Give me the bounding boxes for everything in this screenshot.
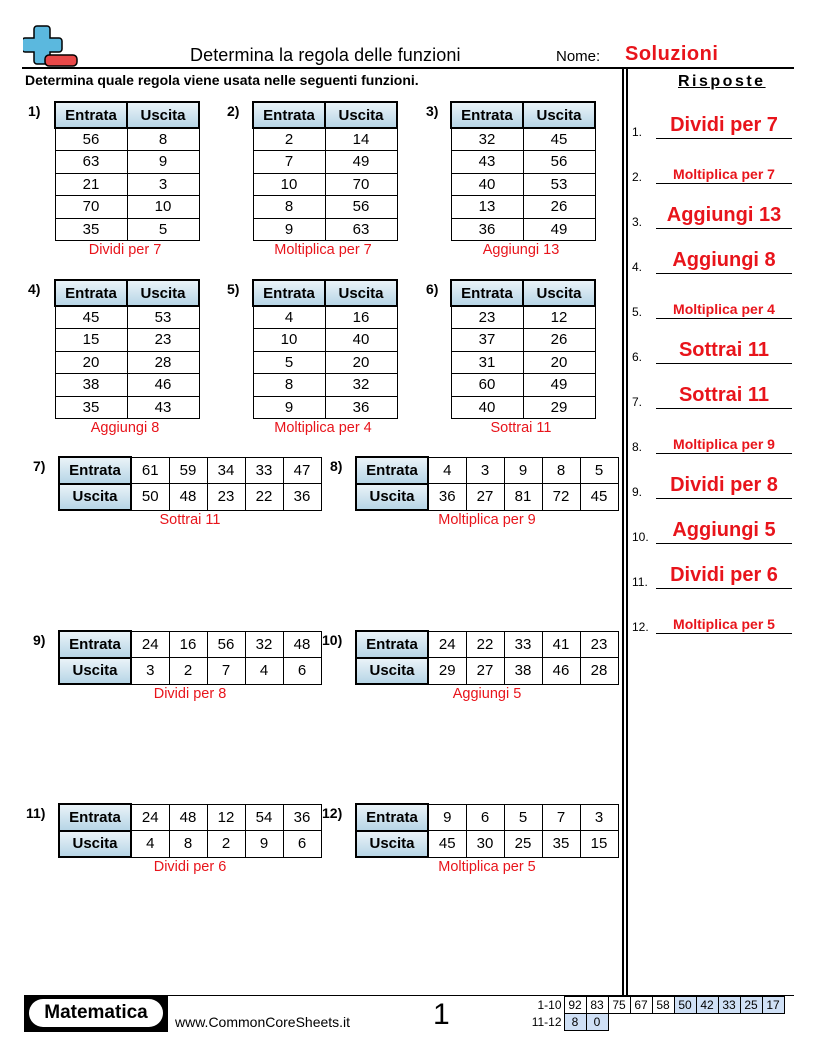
input-header: Entrata bbox=[451, 280, 523, 306]
empty-cell bbox=[630, 1014, 652, 1031]
output-cell: 15 bbox=[580, 831, 618, 858]
answer-underline bbox=[656, 273, 792, 274]
problem-number: 3) bbox=[426, 103, 439, 119]
answer-underline bbox=[656, 588, 792, 589]
answer-line-5 bbox=[632, 295, 792, 319]
answer-number: 10. bbox=[632, 530, 649, 544]
answer-number: 1. bbox=[632, 125, 643, 139]
score-cell: 58 bbox=[652, 997, 674, 1014]
worksheet-title: Determina la regola delle funzioni bbox=[190, 45, 461, 65]
output-cell: 53 bbox=[127, 306, 199, 329]
answer-text: Dividi per 7 bbox=[670, 114, 778, 136]
input-header: Entrata bbox=[59, 631, 131, 658]
score-range-label: 11-12 bbox=[531, 1015, 562, 1029]
problem-number: 5) bbox=[227, 281, 240, 297]
answer-number: 5. bbox=[632, 305, 643, 319]
input-cell: 9 bbox=[504, 457, 542, 484]
output-cell: 63 bbox=[325, 218, 397, 241]
function-table-4 bbox=[54, 279, 200, 419]
answer-line-9 bbox=[632, 475, 792, 499]
input-cell: 43 bbox=[451, 151, 523, 174]
output-cell: 12 bbox=[523, 306, 595, 329]
output-cell: 36 bbox=[283, 484, 321, 511]
rule-answer: Moltiplica per 5 bbox=[438, 859, 536, 875]
input-cell: 31 bbox=[451, 351, 523, 374]
output-header: Uscita bbox=[523, 102, 595, 128]
output-cell: 32 bbox=[325, 374, 397, 397]
input-header: Entrata bbox=[59, 457, 131, 484]
output-cell: 9 bbox=[127, 151, 199, 174]
input-cell: 41 bbox=[542, 631, 580, 658]
output-cell: 43 bbox=[127, 396, 199, 419]
page-number: 1 bbox=[433, 998, 450, 1031]
input-header: Entrata bbox=[253, 102, 325, 128]
empty-cell bbox=[696, 1014, 718, 1031]
answer-line-6 bbox=[632, 340, 792, 364]
brand-label: Matematica bbox=[29, 999, 163, 1027]
score-cell: 75 bbox=[608, 997, 630, 1014]
input-cell: 2 bbox=[253, 128, 325, 151]
input-cell: 40 bbox=[451, 173, 523, 196]
output-cell: 36 bbox=[325, 396, 397, 419]
input-cell: 21 bbox=[55, 173, 127, 196]
column-divider-left bbox=[622, 68, 624, 995]
input-cell: 8 bbox=[253, 374, 325, 397]
answer-text: Sottrai 11 bbox=[678, 384, 770, 406]
output-cell: 40 bbox=[325, 329, 397, 352]
answer-underline bbox=[656, 453, 792, 454]
answer-text: Moltiplica per 5 bbox=[673, 616, 775, 632]
input-cell: 63 bbox=[55, 151, 127, 174]
output-header: Uscita bbox=[356, 831, 428, 858]
answer-number: 8. bbox=[632, 440, 643, 454]
answer-number: 9. bbox=[632, 485, 643, 499]
output-cell: 9 bbox=[245, 831, 283, 858]
input-cell: 38 bbox=[55, 374, 127, 397]
output-cell: 3 bbox=[127, 173, 199, 196]
input-cell: 48 bbox=[283, 631, 321, 658]
function-table-7 bbox=[58, 456, 322, 511]
output-cell: 4 bbox=[131, 831, 169, 858]
score-cell: 8 bbox=[564, 1014, 586, 1031]
output-cell: 81 bbox=[504, 484, 542, 511]
output-cell: 6 bbox=[283, 831, 321, 858]
output-header: Uscita bbox=[59, 484, 131, 511]
answer-line-2 bbox=[632, 160, 792, 184]
score-cell: 0 bbox=[586, 1014, 608, 1031]
output-cell: 49 bbox=[523, 218, 595, 241]
input-header: Entrata bbox=[356, 457, 428, 484]
input-cell: 40 bbox=[451, 396, 523, 419]
input-header: Entrata bbox=[451, 102, 523, 128]
problem-number: 9) bbox=[33, 632, 46, 648]
output-cell: 20 bbox=[523, 351, 595, 374]
output-cell: 4 bbox=[245, 658, 283, 685]
input-header: Entrata bbox=[55, 102, 127, 128]
function-table-5 bbox=[252, 279, 398, 419]
answer-line-11 bbox=[632, 565, 792, 589]
output-header: Uscita bbox=[59, 658, 131, 685]
input-cell: 10 bbox=[253, 329, 325, 352]
input-cell: 3 bbox=[466, 457, 504, 484]
output-cell: 30 bbox=[466, 831, 504, 858]
output-cell: 25 bbox=[504, 831, 542, 858]
score-cell: 83 bbox=[586, 997, 608, 1014]
rule-answer: Dividi per 7 bbox=[88, 242, 162, 258]
empty-cell bbox=[740, 1014, 762, 1031]
input-cell: 60 bbox=[451, 374, 523, 397]
input-cell: 61 bbox=[131, 457, 169, 484]
output-cell: 29 bbox=[428, 658, 466, 685]
answer-number: 11. bbox=[632, 575, 648, 589]
answer-underline bbox=[656, 633, 792, 634]
function-table-8 bbox=[355, 456, 619, 511]
input-cell: 33 bbox=[504, 631, 542, 658]
answer-line-4 bbox=[632, 250, 792, 274]
name-value: Soluzioni bbox=[625, 43, 719, 65]
answer-underline bbox=[656, 408, 792, 409]
problem-number: 10) bbox=[322, 632, 343, 648]
input-header: Entrata bbox=[55, 280, 127, 306]
rule-answer: Aggiungi 13 bbox=[482, 242, 560, 258]
output-cell: 72 bbox=[542, 484, 580, 511]
input-header: Entrata bbox=[356, 804, 428, 831]
rule-answer: Moltiplica per 4 bbox=[274, 420, 372, 436]
output-cell: 27 bbox=[466, 658, 504, 685]
input-cell: 54 bbox=[245, 804, 283, 831]
answer-underline bbox=[656, 138, 792, 139]
output-cell: 20 bbox=[325, 351, 397, 374]
output-header: Uscita bbox=[325, 102, 397, 128]
rule-answer: Moltiplica per 7 bbox=[274, 242, 372, 258]
output-cell: 14 bbox=[325, 128, 397, 151]
problem-number: 6) bbox=[426, 281, 439, 297]
input-cell: 45 bbox=[55, 306, 127, 329]
output-cell: 28 bbox=[580, 658, 618, 685]
score-cell: 33 bbox=[718, 997, 740, 1014]
score-cell: 42 bbox=[696, 997, 718, 1014]
output-cell: 5 bbox=[127, 218, 199, 241]
answer-number: 12. bbox=[632, 620, 649, 634]
column-divider-right bbox=[626, 68, 628, 995]
score-key-table bbox=[528, 996, 785, 1031]
input-cell: 6 bbox=[466, 804, 504, 831]
input-cell: 7 bbox=[253, 151, 325, 174]
answer-underline bbox=[656, 498, 792, 499]
output-cell: 48 bbox=[169, 484, 207, 511]
input-cell: 9 bbox=[428, 804, 466, 831]
output-cell: 56 bbox=[325, 196, 397, 219]
input-cell: 5 bbox=[253, 351, 325, 374]
score-cell: 67 bbox=[630, 997, 652, 1014]
output-cell: 56 bbox=[523, 151, 595, 174]
output-cell: 50 bbox=[131, 484, 169, 511]
output-cell: 49 bbox=[523, 374, 595, 397]
rule-answer: Aggiungi 8 bbox=[90, 420, 160, 436]
output-cell: 49 bbox=[325, 151, 397, 174]
input-cell: 3 bbox=[580, 804, 618, 831]
input-cell: 70 bbox=[55, 196, 127, 219]
answer-text: Dividi per 8 bbox=[670, 474, 778, 496]
plus-minus-logo-icon bbox=[23, 24, 79, 68]
output-header: Uscita bbox=[325, 280, 397, 306]
output-header: Uscita bbox=[356, 484, 428, 511]
answer-line-7 bbox=[632, 385, 792, 409]
input-cell: 15 bbox=[55, 329, 127, 352]
problem-number: 12) bbox=[322, 805, 343, 821]
answer-text: Aggiungi 5 bbox=[672, 519, 776, 541]
score-cell: 17 bbox=[762, 997, 784, 1014]
function-table-1 bbox=[54, 101, 200, 241]
site-link: www.CommonCoreSheets.it bbox=[175, 1014, 351, 1030]
input-cell: 47 bbox=[283, 457, 321, 484]
rule-answer: Sottrai 11 bbox=[159, 512, 221, 528]
input-cell: 32 bbox=[451, 128, 523, 151]
output-cell: 27 bbox=[466, 484, 504, 511]
answer-underline bbox=[656, 363, 792, 364]
empty-cell bbox=[608, 1014, 630, 1031]
output-cell: 28 bbox=[127, 351, 199, 374]
output-cell: 8 bbox=[127, 128, 199, 151]
rule-answer: Dividi per 8 bbox=[153, 686, 227, 702]
input-header: Entrata bbox=[253, 280, 325, 306]
score-cell: 50 bbox=[674, 997, 696, 1014]
name-label: Nome: bbox=[556, 48, 601, 65]
input-cell: 5 bbox=[580, 457, 618, 484]
output-cell: 7 bbox=[207, 658, 245, 685]
header-divider bbox=[22, 67, 794, 69]
output-cell: 53 bbox=[523, 173, 595, 196]
score-range-label: 1-10 bbox=[537, 998, 562, 1012]
input-cell: 56 bbox=[207, 631, 245, 658]
input-cell: 8 bbox=[542, 457, 580, 484]
output-cell: 45 bbox=[523, 128, 595, 151]
problem-number: 1) bbox=[28, 103, 41, 119]
output-cell: 45 bbox=[428, 831, 466, 858]
input-cell: 10 bbox=[253, 173, 325, 196]
rule-answer: Moltiplica per 9 bbox=[438, 512, 536, 528]
input-cell: 23 bbox=[451, 306, 523, 329]
input-cell: 36 bbox=[283, 804, 321, 831]
output-cell: 46 bbox=[542, 658, 580, 685]
answer-text: Moltiplica per 9 bbox=[673, 436, 775, 452]
output-cell: 23 bbox=[127, 329, 199, 352]
output-cell: 35 bbox=[542, 831, 580, 858]
output-cell: 26 bbox=[523, 196, 595, 219]
input-cell: 24 bbox=[131, 631, 169, 658]
brand-badge bbox=[24, 996, 168, 1032]
input-cell: 59 bbox=[169, 457, 207, 484]
answer-number: 6. bbox=[632, 350, 643, 364]
score-cell: 92 bbox=[564, 997, 586, 1014]
input-cell: 4 bbox=[428, 457, 466, 484]
output-cell: 10 bbox=[127, 196, 199, 219]
answer-underline bbox=[656, 318, 792, 319]
output-cell: 38 bbox=[504, 658, 542, 685]
output-cell: 45 bbox=[580, 484, 618, 511]
input-cell: 56 bbox=[55, 128, 127, 151]
output-cell: 6 bbox=[283, 658, 321, 685]
answer-number: 4. bbox=[632, 260, 643, 274]
output-cell: 3 bbox=[131, 658, 169, 685]
problem-number: 2) bbox=[227, 103, 240, 119]
answer-underline bbox=[656, 543, 792, 544]
output-cell: 36 bbox=[428, 484, 466, 511]
input-header: Entrata bbox=[59, 804, 131, 831]
answer-line-10 bbox=[632, 520, 792, 544]
input-cell: 33 bbox=[245, 457, 283, 484]
output-cell: 2 bbox=[169, 658, 207, 685]
empty-cell bbox=[674, 1014, 696, 1031]
output-cell: 29 bbox=[523, 396, 595, 419]
answer-number: 2. bbox=[632, 170, 643, 184]
output-header: Uscita bbox=[127, 102, 199, 128]
empty-cell bbox=[762, 1014, 784, 1031]
rule-answer: Dividi per 6 bbox=[153, 859, 227, 875]
answer-text: Moltiplica per 4 bbox=[673, 301, 775, 317]
input-cell: 9 bbox=[253, 218, 325, 241]
input-cell: 16 bbox=[169, 631, 207, 658]
answer-text: Aggiungi 8 bbox=[672, 249, 776, 271]
problem-number: 7) bbox=[33, 458, 46, 474]
input-cell: 48 bbox=[169, 804, 207, 831]
output-cell: 46 bbox=[127, 374, 199, 397]
output-cell: 26 bbox=[523, 329, 595, 352]
input-cell: 35 bbox=[55, 396, 127, 419]
input-cell: 37 bbox=[451, 329, 523, 352]
instructions: Determina quale regola viene usata nelle seguenti funzioni. bbox=[25, 72, 419, 88]
function-table-9 bbox=[58, 630, 322, 685]
answer-line-3 bbox=[632, 205, 792, 229]
function-table-2 bbox=[252, 101, 398, 241]
answer-line-8 bbox=[632, 430, 792, 454]
input-cell: 13 bbox=[451, 196, 523, 219]
input-cell: 23 bbox=[580, 631, 618, 658]
input-cell: 35 bbox=[55, 218, 127, 241]
empty-cell bbox=[718, 1014, 740, 1031]
input-cell: 9 bbox=[253, 396, 325, 419]
input-cell: 8 bbox=[253, 196, 325, 219]
rule-answer: Sottrai 11 bbox=[490, 420, 552, 436]
problem-number: 8) bbox=[330, 458, 343, 474]
input-cell: 4 bbox=[253, 306, 325, 329]
problem-number: 11) bbox=[26, 805, 46, 821]
empty-cell bbox=[652, 1014, 674, 1031]
output-header: Uscita bbox=[127, 280, 199, 306]
answer-number: 3. bbox=[632, 215, 643, 229]
answer-text: Sottrai 11 bbox=[678, 339, 770, 361]
output-cell: 2 bbox=[207, 831, 245, 858]
function-table-3 bbox=[450, 101, 596, 241]
answers-title: Risposte bbox=[678, 73, 766, 90]
output-cell: 23 bbox=[207, 484, 245, 511]
problem-number: 4) bbox=[28, 281, 41, 297]
answer-underline bbox=[656, 228, 792, 229]
answer-underline bbox=[656, 183, 792, 184]
output-header: Uscita bbox=[356, 658, 428, 685]
output-header: Uscita bbox=[59, 831, 131, 858]
input-cell: 34 bbox=[207, 457, 245, 484]
input-cell: 20 bbox=[55, 351, 127, 374]
output-cell: 70 bbox=[325, 173, 397, 196]
input-header: Entrata bbox=[356, 631, 428, 658]
answer-text: Aggiungi 13 bbox=[666, 204, 782, 226]
score-cell: 25 bbox=[740, 997, 762, 1014]
rule-answer: Aggiungi 5 bbox=[452, 686, 522, 702]
output-cell: 8 bbox=[169, 831, 207, 858]
answer-number: 7. bbox=[632, 395, 643, 409]
input-cell: 5 bbox=[504, 804, 542, 831]
output-cell: 16 bbox=[325, 306, 397, 329]
output-header: Uscita bbox=[523, 280, 595, 306]
input-cell: 22 bbox=[466, 631, 504, 658]
input-cell: 32 bbox=[245, 631, 283, 658]
output-cell: 22 bbox=[245, 484, 283, 511]
function-table-12 bbox=[355, 803, 619, 858]
function-table-10 bbox=[355, 630, 619, 685]
function-table-11 bbox=[58, 803, 322, 858]
answer-text: Dividi per 6 bbox=[670, 564, 778, 586]
input-cell: 36 bbox=[451, 218, 523, 241]
answer-text: Moltiplica per 7 bbox=[673, 166, 775, 182]
input-cell: 7 bbox=[542, 804, 580, 831]
answer-line-1 bbox=[632, 115, 792, 139]
input-cell: 24 bbox=[428, 631, 466, 658]
answer-line-12 bbox=[632, 610, 792, 634]
input-cell: 24 bbox=[131, 804, 169, 831]
input-cell: 12 bbox=[207, 804, 245, 831]
function-table-6 bbox=[450, 279, 596, 419]
